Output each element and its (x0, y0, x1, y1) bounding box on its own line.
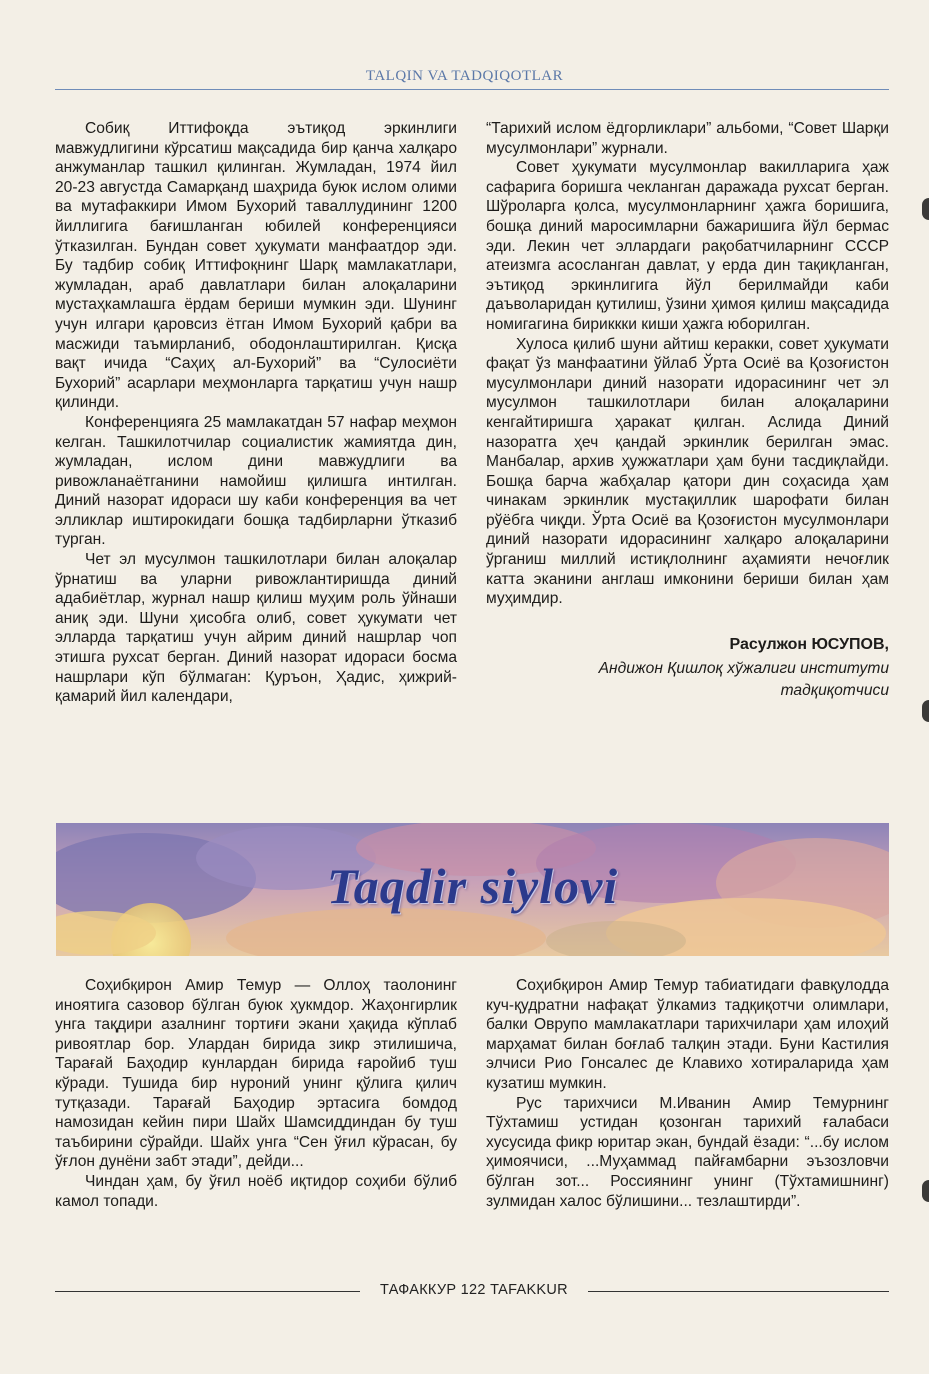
paragraph: Совет ҳукумати мусулмонлар вакилларига ҳаж сафарига боришга чекланган даражада рухсат берган. Шўроларга қолса, мусулмонларнинг ҳажга боришига, бошқа диний маросимларни бажаришига йўл бермас эди. Лекин чет эллардаги рақобатчиларнинг СССР атеизмга асосланган давлат, у ерда дин тақиқланган, эътиқод эркинлигига йўл берилмайди каби даъволаридан қутилиш, ўзини ҳимоя қилиш мақсадида номигагина бириккки киши ҳажга юборилган. (486, 159, 889, 333)
paragraph: Рус тарихчиси М.Иванин Амир Темурнинг Тўхтамиш устидан қозонган тарихий ғалабаси хусусида фикр юритар экан, бундай ёзади: “...бу ислом ҳимоячиси, ...Муҳаммад пайғамбарни эъзозловчи бўлган зот... Россиянинг унинг (Тўхтамишнинг) зулмидан халос бўлишини... тезлаштирди”. (486, 1094, 889, 1210)
punch-hole (922, 700, 929, 722)
paragraph: Конференцияга 25 мамлакатдан 57 нафар меҳмон келган. Ташкилотчилар социалистик жамиятда дин, жумладан, ислом дини мавжудлиги ва ривожланаётганини намойиш қилишга интилган. Диний назорат идораси шу каби конференция ва чет элликлар иштирокидаги бошқа тадбирларни ўтказиб турган. (55, 413, 457, 549)
author-name: Расулжон ЮСУПОВ, (729, 635, 889, 653)
paragraph: Соҳибқирон Амир Темур табиатидаги фавқулодда куч-қудратни нафақат ўлкамиз тадқиқотчи олимлари, балки Оврупо мамлакатлари тарихчилари ҳам илоҳий марҳамат билан боғлаб талқин этади. Буни Кастилия элчиси Рио Гонсалес де Клавихо хотираларида ҳам кузатиш мумкин. (486, 977, 889, 1092)
punch-hole (922, 198, 929, 220)
footer-rule-right (588, 1291, 889, 1292)
banner-title: Taqdir siylovi (326, 858, 619, 914)
paragraph: Чет эл мусулмон ташкилотлари билан алоқалар ўрнатиш ва уларни ривожлантиришда диний адабиётлар, журнал нашр қилиш муҳим роль ўйнаши аниқ эди. Шуни ҳисобга олиб, совет ҳукумати чет элларда тарқатиш учун айрим диний нашрлар чоп этишга рухсат берган. Диний назорат идораси босма нашрлари кўп бўлмаган: Қуръон, Ҳадис, ҳижрий-қамарий йил календари, (55, 551, 457, 706)
article2-column-left (55, 976, 457, 1211)
footer-rule-left (55, 1291, 360, 1292)
article2-column-right (486, 976, 889, 1211)
section-banner (56, 823, 889, 956)
paragraph: Чиндан ҳам, бу ўғил ноёб иқтидор соҳиби бўлиб камол топади. (55, 1172, 457, 1210)
page-footer: ТАФАККУР 122 TAFAKKUR (380, 1282, 568, 1298)
article1-column-right (486, 119, 889, 702)
article1-column-left (55, 119, 457, 707)
paragraph-continuation: “Тарихий ислом ёдгорликлари” альбоми, “Совет Шарқи мусулмонлари” журнали. (486, 120, 889, 157)
author-affiliation (486, 658, 889, 702)
paragraph: Соҳибқирон Амир Темур — Оллоҳ таолонинг иноятига сазовор бўлган буюк ҳукмдор. Жаҳонгирлик унга тақдири азалнинг тортиғи экани ҳақида кўплаб ривоятлар бор. Улардан бирида зикр этилишича, Тарағай Баҳодир кунлардан бирида ғаройиб туш кўради. Тушида бир нуроний унинг қўлига қилич тутқазади. Тарағай Баҳодир эртасига бомдод намозидан кейин пири Шайх Шамсиддиндан бу туш таъбирини сўрайди. Шайх унга “Сен ўғил кўрасан, бу ўғлон дунёни забт этади”, дейди... (55, 977, 457, 1171)
author-affiliation-line1: Андижон Қишлоқ хўжалиги институти (598, 660, 889, 678)
running-header: TALQIN VA TADQIQOTLAR (365, 68, 564, 84)
paragraph: Хулоса қилиб шуни айтиш керакки, совет ҳукумати фақат ўз манфаатини ўйлаб Ўрта Осиё ва Қозоғистон мусулмонлари диний назорати идорасининг чет эл мусулмон ташкилотлари билан алоқаларини кенгайтиришга ҳаракат қилган. Аслида Диний назоратга ҳеч қандай эркинлик берилган эмас. Манбалар, архив ҳужжатлари ҳам буни тасдиқлайди. Бошқа барча жабҳалар қатори дин соҳасида ҳам чинакам эркинлик мустақиллик шарофати билан рўёбга чиқди. Ўрта Осиё ва Қозоғистон мусулмонлари диний назорати идорасининг халқаро алоқаларини ўрганиш миллий истиқлолнинг аҳамияти нечоғлик катта эканини англаш имконини бериши билан ҳам муҳимдир. (486, 335, 889, 608)
paragraph: Собиқ Иттифоқда эътиқод эркинлиги мавжудлигини кўрсатиш мақсадида бир қанча халқаро анжуманлар ташкил қилинган. Жумладан, 1974 йил 20-23 августда Самарқанд шаҳрида буюк ислом олими ва мутафаккири Имом Бухорий таваллудининг 1200 йиллигига бағишланган юбилей конференцияси ўтказилган. Бундан совет ҳукумати манфаатдор эди. Бу тадбир собиқ Иттифоқнинг Шарқ мамлакатлари, жумладан, араб давлатлари билан алоқаларини мустаҳкамлашга ёрдам бериши мумкин эди. Шунинг учун илгари қаровсиз ётган Имом Бухорий қабри ва масжиди таъмирланиб, ободонлаштирилган. Қисқа вақт ичида “Саҳиҳ ал-Бухорий” ва “Сулосиёти Бухорий” асарлари меҳмонларга тарқатиш учун нашр қилинди. (55, 120, 457, 412)
punch-hole (922, 1180, 929, 1202)
header-rule (55, 89, 889, 90)
author-affiliation-line2: тадқиқотчиси (780, 682, 889, 700)
